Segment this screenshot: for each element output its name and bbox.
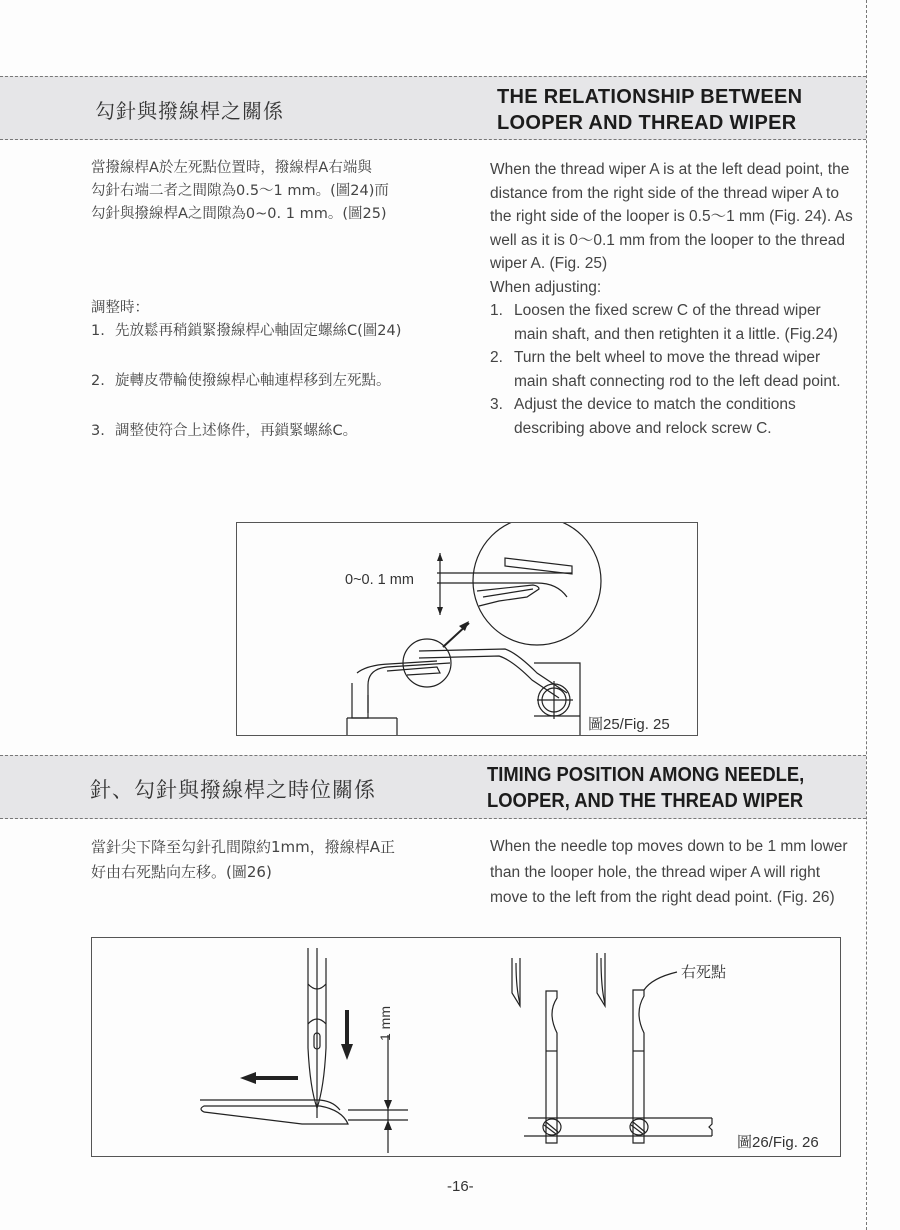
body-text-en: [490, 158, 855, 440]
step-number: 3.: [490, 396, 503, 413]
paragraph-line: 勾針與撥線桿A之間隙為0~0. 1 mm。(圖25): [91, 206, 387, 222]
step-item: [91, 370, 446, 393]
paragraph-line: 當針尖下降至勾針孔間隙約1mm，撥線桿A正: [91, 838, 396, 856]
looper-body: [352, 663, 450, 718]
figure-25-diagram: [237, 523, 697, 735]
step-item: [91, 320, 446, 343]
page-number: -16-: [447, 1178, 474, 1195]
adjust-heading: When adjusting:: [490, 278, 602, 296]
step-text: 調整使符合上述條件，再鎖緊螺絲C。: [115, 423, 358, 439]
magnified-view-circle: [473, 523, 601, 645]
step-number: 2.: [490, 349, 503, 366]
section-title-en-line1: THE RELATIONSHIP BETWEEN: [497, 86, 803, 108]
left-arrow-icon: [240, 1072, 256, 1084]
needle-gap-dimension-label: [377, 1006, 393, 1041]
figure-26-diagram: [92, 938, 840, 1156]
step-text: 先放鬆再稍鎖緊撥線桿心軸固定螺絲C(圖24): [115, 323, 402, 339]
section-title-en-line1: TIMING POSITION AMONG NEEDLE,: [487, 764, 805, 786]
paragraph-line: 勾針右端二者之間隙為0.5～1 mm。(圖24)而: [91, 183, 389, 199]
step-text: Adjust the device to match the conditions describing above and relock screw C.: [514, 396, 796, 437]
section-header-timing-position: [0, 755, 866, 819]
dimension-text: 1 mm: [377, 1006, 393, 1041]
step-number: 2.: [91, 373, 105, 389]
gap-dimension-label: 0~0. 1 mm: [345, 572, 414, 588]
paragraph: When the thread wiper A is at the left dead point, the distance from the right side of the thread wiper A to the right side of the looper is 0.5～1 mm (Fig. 24). As well as it is 0～0.1 mm from the looper to the thread wiper A. (Fig. 25): [490, 161, 853, 272]
step-number: 1.: [490, 302, 503, 319]
step-item: [490, 299, 855, 346]
body-text-cn: [91, 835, 451, 885]
looper-tip: [477, 585, 539, 606]
step-text: Turn the belt wheel to move the thread wiper main shaft connecting rod to the left dead point.: [514, 349, 841, 390]
step-text: Loosen the fixed screw C of the thread wiper main shaft, and then retighten it a little. (Fig.24): [514, 302, 838, 343]
step-number: 3.: [91, 423, 105, 439]
step-text: 旋轉皮帶輪使撥線桿心軸連桿移到左死點。: [115, 373, 391, 389]
wiper-blade: [505, 558, 572, 574]
section-title-en-line2: LOOPER AND THREAD WIPER: [497, 112, 797, 134]
down-arrow-icon: [341, 1044, 353, 1060]
body-text-cn: [91, 157, 451, 226]
page-edge-dashed-line: [866, 0, 867, 1230]
adjust-heading: 調整時：: [91, 300, 149, 316]
section-header-looper-wiper: [0, 76, 866, 140]
section-title-cn: 針、勾針與撥線桿之時位關係: [90, 778, 376, 802]
step-number: 1.: [91, 323, 105, 339]
right-dead-point-label: 右死點: [681, 964, 727, 981]
step-item: [490, 393, 855, 440]
paragraph: When the needle top moves down to be 1 mm lower than the looper hole, the thread wiper A will right move to the left from the right dead point. (Fig. 26): [490, 838, 848, 906]
looper: [201, 1106, 348, 1124]
figure-25-caption: 圖25/Fig. 25: [588, 716, 670, 733]
body-text-en: [490, 834, 850, 911]
section-title-en: [497, 84, 802, 136]
section-title-en-line2: LOOPER, AND THE THREAD WIPER: [487, 790, 804, 812]
section-title-cn: 勾針與撥線桿之關係: [95, 99, 284, 123]
adjust-steps-cn: [91, 297, 446, 443]
paragraph-line: 當撥線桿A於左死點位置時，撥線桿A右端與: [91, 160, 372, 176]
section-title-en: [487, 762, 804, 814]
step-item: [490, 346, 855, 393]
figure-26: [91, 937, 841, 1157]
figure-25: [236, 522, 698, 736]
paragraph-line: 好由右死點向左移。(圖26): [91, 863, 272, 881]
figure-26-caption: 圖26/Fig. 26: [737, 1134, 819, 1151]
step-item: [91, 420, 446, 443]
